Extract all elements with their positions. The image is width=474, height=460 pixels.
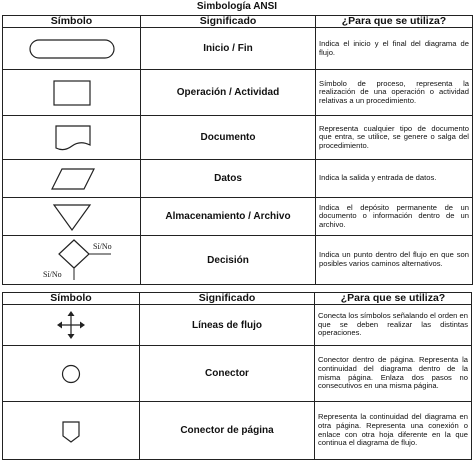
decision-right-label: Sí/No <box>93 241 112 251</box>
header-symbol: Símbolo <box>3 16 141 28</box>
table-row <box>3 305 472 346</box>
header-usage: ¿Para que se utiliza? <box>315 293 472 305</box>
data-symbol-icon <box>22 164 122 194</box>
connector-circle-icon <box>21 359 121 389</box>
symbols-table-main <box>2 15 473 285</box>
symbol-cell <box>3 116 141 160</box>
document-symbol-icon <box>22 122 122 154</box>
meaning-cell: Líneas de flujo <box>140 305 315 346</box>
meaning-cell: Conector <box>140 346 315 402</box>
meaning-cell: Datos <box>141 160 316 198</box>
table-header-row <box>3 293 472 305</box>
decision-symbol-icon <box>3 237 140 284</box>
symbol-cell <box>3 305 140 346</box>
symbols-table-connectors <box>2 292 472 460</box>
header-meaning: Significado <box>141 16 316 28</box>
symbol-cell <box>3 28 141 70</box>
meaning-cell: Operación / Actividad <box>141 70 316 116</box>
symbol-cell <box>3 198 141 236</box>
table-row <box>3 70 473 116</box>
description-cell: Indica la salida y entrada de datos. <box>316 160 473 198</box>
table-row <box>3 198 473 236</box>
description-cell: Indica un punto dentro del flujo en que son posibles varios caminos alternativos. <box>316 236 473 285</box>
description-cell: Conector dentro de página. Representa la continuidad del diagrama dentro de la misma página. Enlaza dos pasos no consecutivos en una misma página. <box>315 346 472 402</box>
description-cell: Símbolo de proceso, representa la realización de una operación o actividad relativas a un procedimiento. <box>316 70 473 116</box>
table-row <box>3 160 473 198</box>
header-usage: ¿Para que se utiliza? <box>316 16 473 28</box>
meaning-cell: Almacenamiento / Archivo <box>141 198 316 236</box>
meaning-cell: Documento <box>141 116 316 160</box>
symbol-cell <box>3 236 141 285</box>
symbol-cell <box>3 160 141 198</box>
header-symbol: Símbolo <box>3 293 140 305</box>
description-cell: Indica el depósito permanente de un documento o información dentro de un archivo. <box>316 198 473 236</box>
symbol-cell <box>3 402 140 460</box>
page-title: Simbología ANSI <box>196 1 278 12</box>
table-row <box>3 346 472 402</box>
process-symbol-icon <box>22 77 122 109</box>
page-connector-icon <box>21 414 121 448</box>
storage-symbol-icon <box>22 201 122 233</box>
flow-lines-icon <box>21 308 121 342</box>
terminator-symbol-icon <box>22 35 122 63</box>
description-cell: Representa cualquier tipo de documento que entra, se utilice, se genere o salga del procedimiento. <box>316 116 473 160</box>
table-header-row <box>3 16 473 28</box>
meaning-cell: Conector de página <box>140 402 315 460</box>
symbol-cell <box>3 70 141 116</box>
table-row <box>3 402 472 460</box>
description-cell: Indica el inicio y el final del diagrama de flujo. <box>316 28 473 70</box>
decision-bottom-label: Sí/No <box>43 269 62 279</box>
meaning-cell: Inicio / Fin <box>141 28 316 70</box>
description-cell: Representa la continuidad del diagrama en otra página. Representa una conexión o enlace con otra hoja diferente en la que continua el diagrama de flujo. <box>315 402 472 460</box>
meaning-cell: Decisión <box>141 236 316 285</box>
table-row <box>3 116 473 160</box>
header-meaning: Significado <box>140 293 315 305</box>
description-cell: Conecta los símbolos señalando el orden en que se deben realizar las distintas operaciones. <box>315 305 472 346</box>
symbol-cell <box>3 346 140 402</box>
table-row <box>3 236 473 285</box>
table-row <box>3 28 473 70</box>
decision-symbol-wrap <box>3 237 140 284</box>
